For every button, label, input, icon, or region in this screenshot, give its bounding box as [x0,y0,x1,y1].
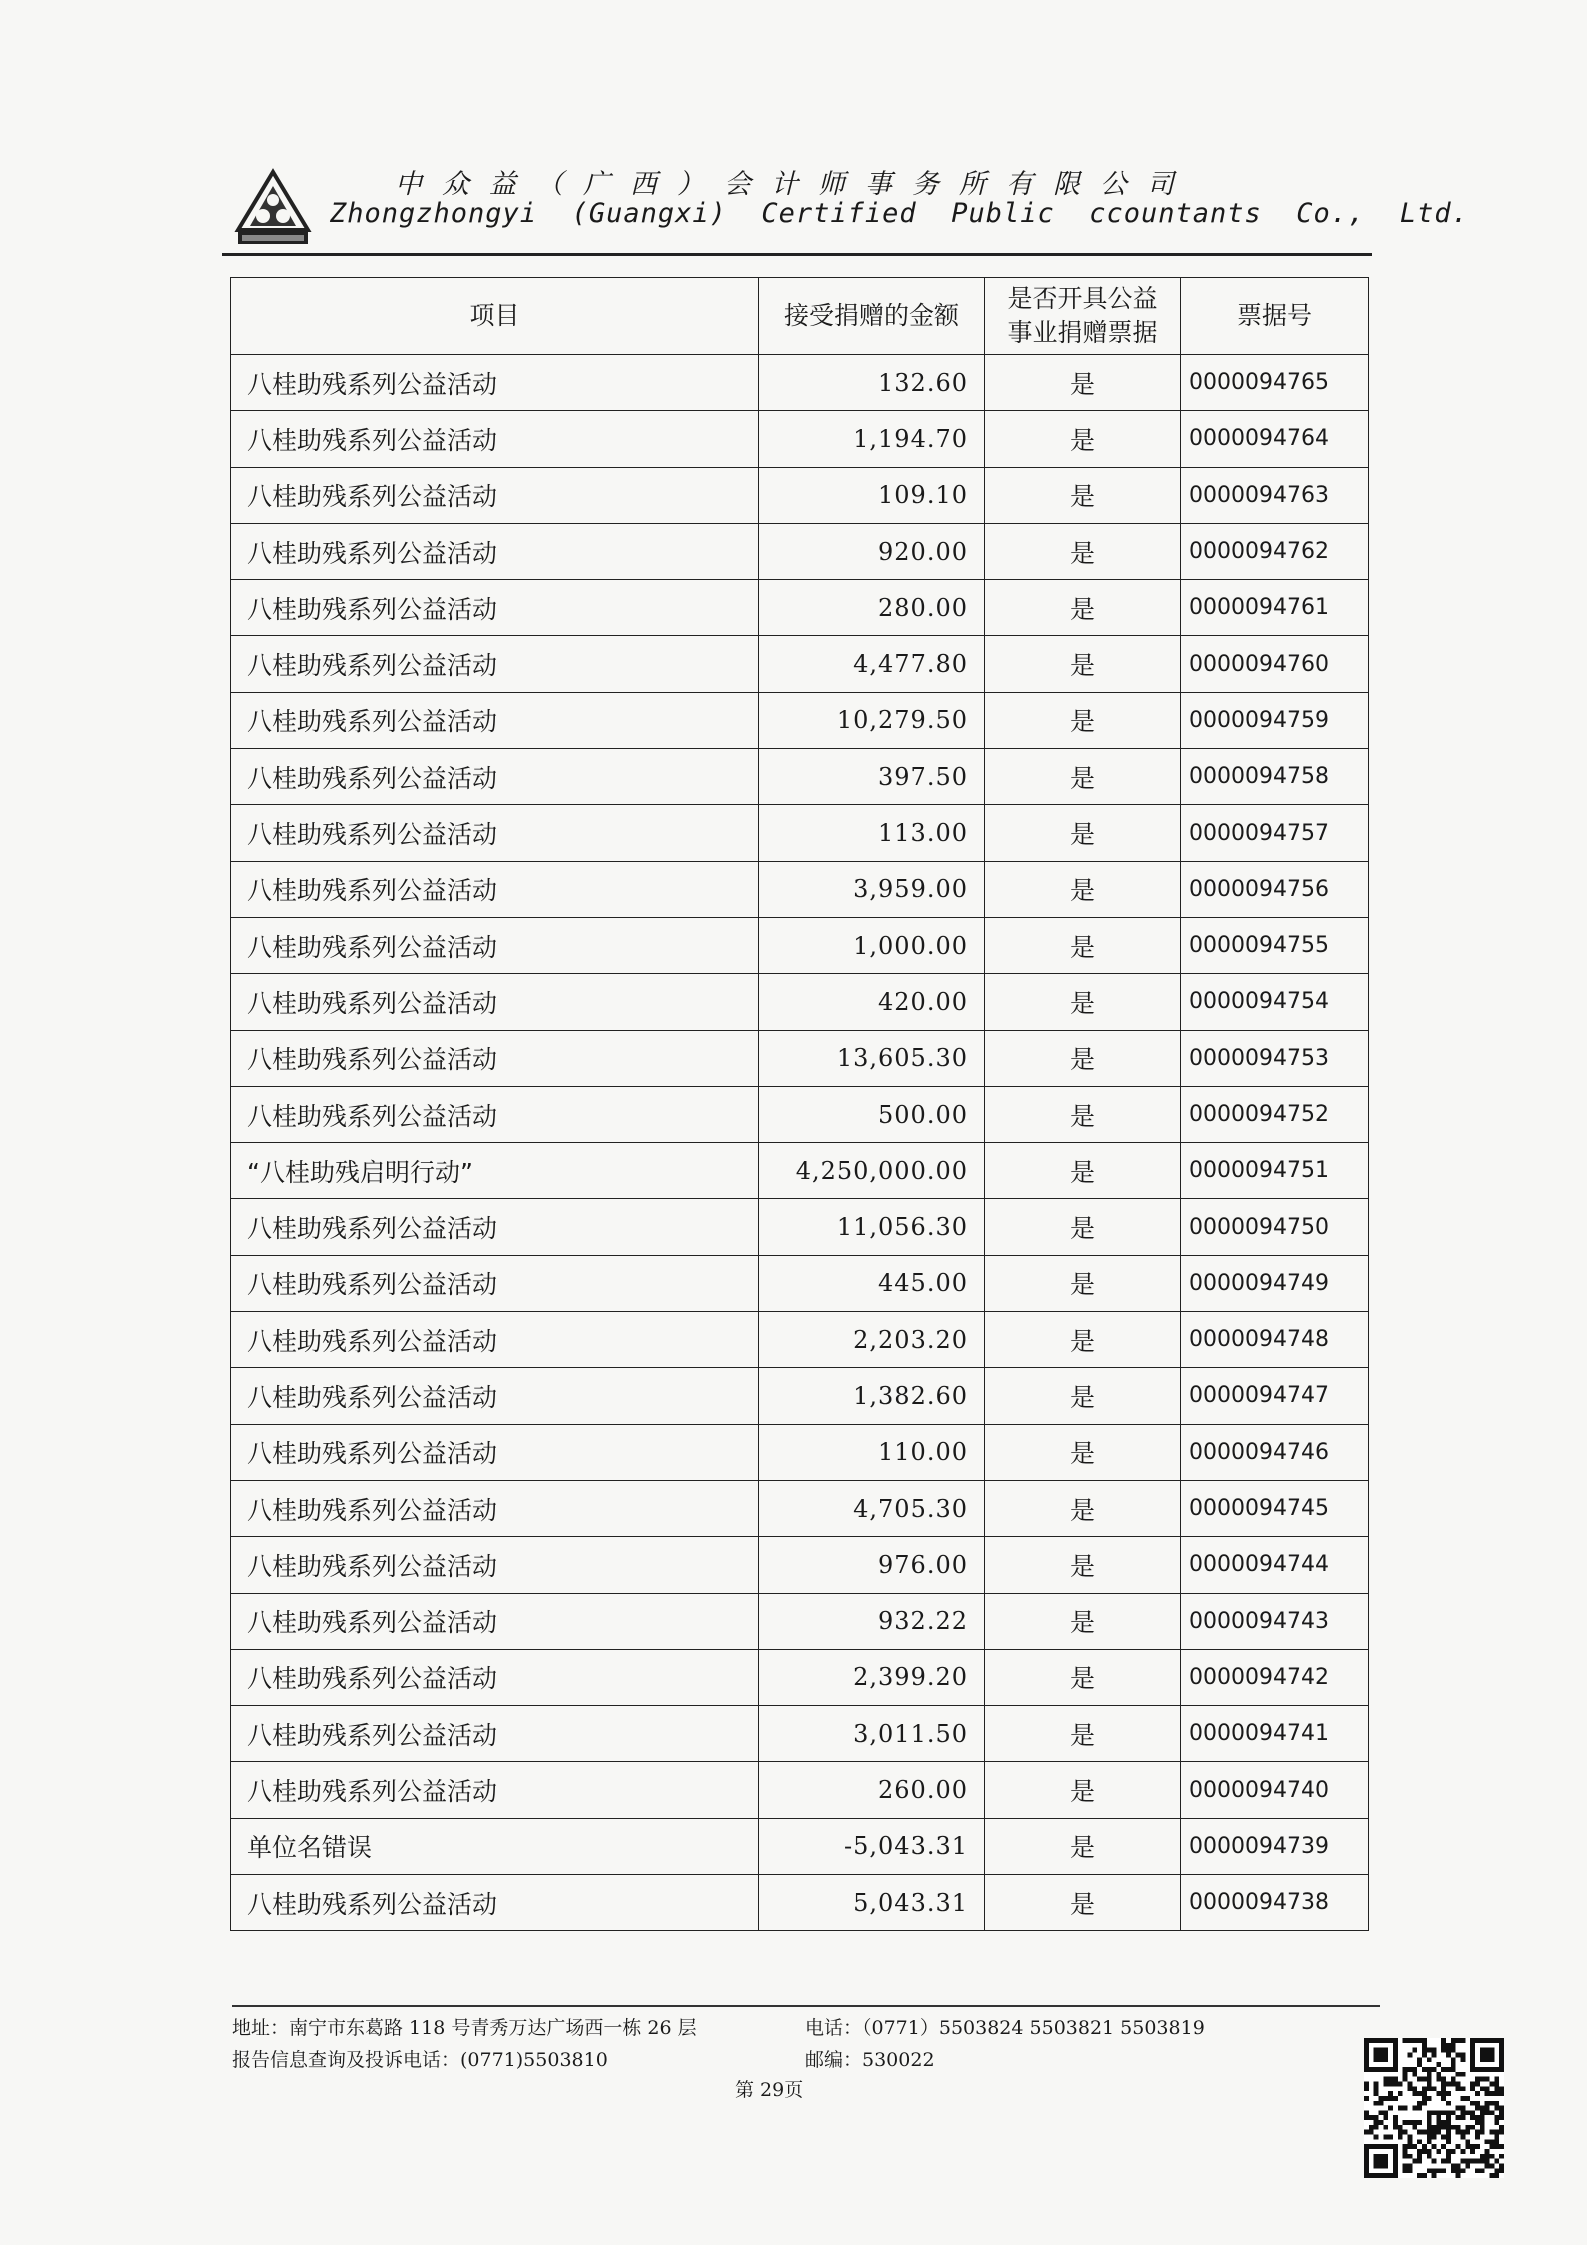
cell-receipt-number: 0000094747 [1181,1368,1369,1424]
cell-receipt-number: 0000094753 [1181,1030,1369,1086]
cell-amount: 113.00 [759,805,985,861]
cell-item: 八桂助残系列公益活动 [231,692,759,748]
table-row [231,1143,1369,1199]
donation-table [230,277,1369,1931]
table-row [231,1593,1369,1649]
table-row [231,636,1369,692]
table-row [231,917,1369,973]
cell-receipt-issued: 是 [985,974,1181,1030]
table-row [231,523,1369,579]
cell-receipt-issued: 是 [985,636,1181,692]
cell-amount: 280.00 [759,580,985,636]
table-row [231,1875,1369,1931]
cell-receipt-issued: 是 [985,1368,1181,1424]
table-row [231,355,1369,411]
cell-receipt-issued: 是 [985,805,1181,861]
cell-amount: 2,203.20 [759,1312,985,1368]
cell-amount: 1,000.00 [759,917,985,973]
cell-receipt-issued: 是 [985,1199,1181,1255]
cell-item: 八桂助残系列公益活动 [231,974,759,1030]
footer-phone: 电话：（0771）5503824 5503821 5503819 [805,2017,1205,2039]
cell-receipt-number: 0000094762 [1181,523,1369,579]
cell-amount: 260.00 [759,1762,985,1818]
cell-amount: 4,705.30 [759,1480,985,1536]
cell-receipt-number: 0000094765 [1181,355,1369,411]
table-row [231,1480,1369,1536]
cell-receipt-issued: 是 [985,1312,1181,1368]
cell-receipt-issued: 是 [985,467,1181,523]
firm-logo-icon [232,168,314,248]
firm-name-english: Zhongzhongyi (Guangxi) Certified Public ccountants Co., Ltd. [330,198,1469,229]
cell-item: “八桂助残启明行动” [231,1143,759,1199]
cell-item: 八桂助残系列公益活动 [231,580,759,636]
cell-receipt-issued: 是 [985,411,1181,467]
table-row [231,1368,1369,1424]
cell-receipt-number: 0000094740 [1181,1762,1369,1818]
cell-item: 八桂助残系列公益活动 [231,1312,759,1368]
cell-receipt-number: 0000094763 [1181,467,1369,523]
table-row [231,749,1369,805]
table-row [231,974,1369,1030]
cell-receipt-number: 0000094741 [1181,1706,1369,1762]
cell-receipt-number: 0000094745 [1181,1480,1369,1536]
cell-item: 八桂助残系列公益活动 [231,749,759,805]
cell-amount: 420.00 [759,974,985,1030]
cell-item: 八桂助残系列公益活动 [231,917,759,973]
cell-amount: 397.50 [759,749,985,805]
cell-receipt-issued: 是 [985,917,1181,973]
cell-receipt-number: 0000094764 [1181,411,1369,467]
footer-divider [232,2005,1380,2007]
cell-receipt-issued: 是 [985,355,1181,411]
cell-amount: 920.00 [759,523,985,579]
cell-item: 八桂助残系列公益活动 [231,1199,759,1255]
cell-receipt-issued: 是 [985,523,1181,579]
cell-item: 八桂助残系列公益活动 [231,1537,759,1593]
cell-amount: 132.60 [759,355,985,411]
cell-amount: 110.00 [759,1424,985,1480]
cell-item: 八桂助残系列公益活动 [231,1875,759,1931]
table-row [231,1086,1369,1142]
cell-amount: 13,605.30 [759,1030,985,1086]
cell-amount: 976.00 [759,1537,985,1593]
cell-item: 八桂助残系列公益活动 [231,1649,759,1705]
cell-item: 八桂助残系列公益活动 [231,1086,759,1142]
cell-item: 八桂助残系列公益活动 [231,467,759,523]
cell-receipt-issued: 是 [985,1086,1181,1142]
cell-receipt-number: 0000094757 [1181,805,1369,861]
cell-receipt-number: 0000094751 [1181,1143,1369,1199]
cell-item: 八桂助残系列公益活动 [231,1424,759,1480]
cell-amount: 3,959.00 [759,861,985,917]
cell-receipt-number: 0000094754 [1181,974,1369,1030]
cell-receipt-number: 0000094739 [1181,1818,1369,1874]
cell-amount: 4,477.80 [759,636,985,692]
cell-item: 八桂助残系列公益活动 [231,636,759,692]
cell-amount: 109.10 [759,467,985,523]
column-header-amount: 接受捐赠的金额 [759,278,985,355]
footer-address: 地址：南宁市东葛路 118 号青秀万达广场西一栋 26 层 [232,2017,697,2039]
table-row [231,467,1369,523]
cell-item: 八桂助残系列公益活动 [231,1480,759,1536]
table-row [231,1255,1369,1311]
qr-code-icon [1364,2038,1504,2178]
cell-item: 八桂助残系列公益活动 [231,1255,759,1311]
table-body [231,355,1369,1931]
cell-receipt-issued: 是 [985,580,1181,636]
cell-amount: 500.00 [759,1086,985,1142]
cell-amount: 4,250,000.00 [759,1143,985,1199]
cell-receipt-issued: 是 [985,1480,1181,1536]
cell-receipt-issued: 是 [985,1875,1181,1931]
table-row [231,861,1369,917]
cell-receipt-issued: 是 [985,861,1181,917]
table-row [231,1424,1369,1480]
cell-receipt-issued: 是 [985,1424,1181,1480]
cell-receipt-number: 0000094752 [1181,1086,1369,1142]
cell-item: 八桂助残系列公益活动 [231,1368,759,1424]
cell-receipt-number: 0000094749 [1181,1255,1369,1311]
cell-receipt-number: 0000094756 [1181,861,1369,917]
cell-item: 八桂助残系列公益活动 [231,1593,759,1649]
cell-receipt-number: 0000094746 [1181,1424,1369,1480]
table-row [231,1030,1369,1086]
cell-amount: 3,011.50 [759,1706,985,1762]
table-row [231,1312,1369,1368]
cell-amount: 1,382.60 [759,1368,985,1424]
cell-amount: -5,043.31 [759,1818,985,1874]
cell-amount: 932.22 [759,1593,985,1649]
cell-item: 八桂助残系列公益活动 [231,805,759,861]
page-number: 第 29页 [735,2079,804,2101]
table-row [231,805,1369,861]
column-header-receipt-issued: 是否开具公益事业捐赠票据 [985,278,1181,355]
table-row [231,1537,1369,1593]
cell-receipt-number: 0000094738 [1181,1875,1369,1931]
cell-receipt-issued: 是 [985,1255,1181,1311]
cell-receipt-number: 0000094750 [1181,1199,1369,1255]
cell-receipt-number: 0000094744 [1181,1537,1369,1593]
cell-receipt-issued: 是 [985,1537,1181,1593]
cell-item: 八桂助残系列公益活动 [231,861,759,917]
cell-receipt-number: 0000094743 [1181,1593,1369,1649]
column-header-item: 项目 [231,278,759,355]
cell-receipt-number: 0000094758 [1181,749,1369,805]
cell-receipt-issued: 是 [985,1649,1181,1705]
cell-amount: 5,043.31 [759,1875,985,1931]
cell-item: 八桂助残系列公益活动 [231,355,759,411]
cell-amount: 11,056.30 [759,1199,985,1255]
cell-amount: 10,279.50 [759,692,985,748]
cell-receipt-issued: 是 [985,1030,1181,1086]
column-header-receipt-number: 票据号 [1181,278,1369,355]
firm-name-chinese: 中众益（广西）会计师事务所有限公司 [395,169,1194,200]
cell-receipt-number: 0000094760 [1181,636,1369,692]
cell-amount: 1,194.70 [759,411,985,467]
cell-receipt-issued: 是 [985,1593,1181,1649]
cell-receipt-issued: 是 [985,1706,1181,1762]
cell-receipt-issued: 是 [985,1762,1181,1818]
table-header-row [231,278,1369,355]
cell-amount: 445.00 [759,1255,985,1311]
cell-receipt-issued: 是 [985,1143,1181,1199]
table-row [231,1199,1369,1255]
header-divider [222,253,1372,256]
cell-item: 八桂助残系列公益活动 [231,411,759,467]
cell-item: 八桂助残系列公益活动 [231,1762,759,1818]
cell-item: 八桂助残系列公益活动 [231,1706,759,1762]
cell-receipt-number: 0000094759 [1181,692,1369,748]
table-row [231,1762,1369,1818]
cell-item: 八桂助残系列公益活动 [231,523,759,579]
cell-item: 八桂助残系列公益活动 [231,1030,759,1086]
footer-postcode: 邮编：530022 [805,2049,935,2071]
table-row [231,1818,1369,1874]
table-row [231,1706,1369,1762]
cell-receipt-number: 0000094761 [1181,580,1369,636]
table-row [231,1649,1369,1705]
cell-receipt-issued: 是 [985,1818,1181,1874]
cell-receipt-number: 0000094755 [1181,917,1369,973]
cell-receipt-issued: 是 [985,749,1181,805]
table-row [231,692,1369,748]
footer-complaint-phone: 报告信息查询及投诉电话：(0771)5503810 [232,2049,608,2071]
cell-receipt-number: 0000094748 [1181,1312,1369,1368]
cell-item: 单位名错误 [231,1818,759,1874]
cell-receipt-number: 0000094742 [1181,1649,1369,1705]
cell-receipt-issued: 是 [985,692,1181,748]
table-row [231,411,1369,467]
table-row [231,580,1369,636]
cell-amount: 2,399.20 [759,1649,985,1705]
